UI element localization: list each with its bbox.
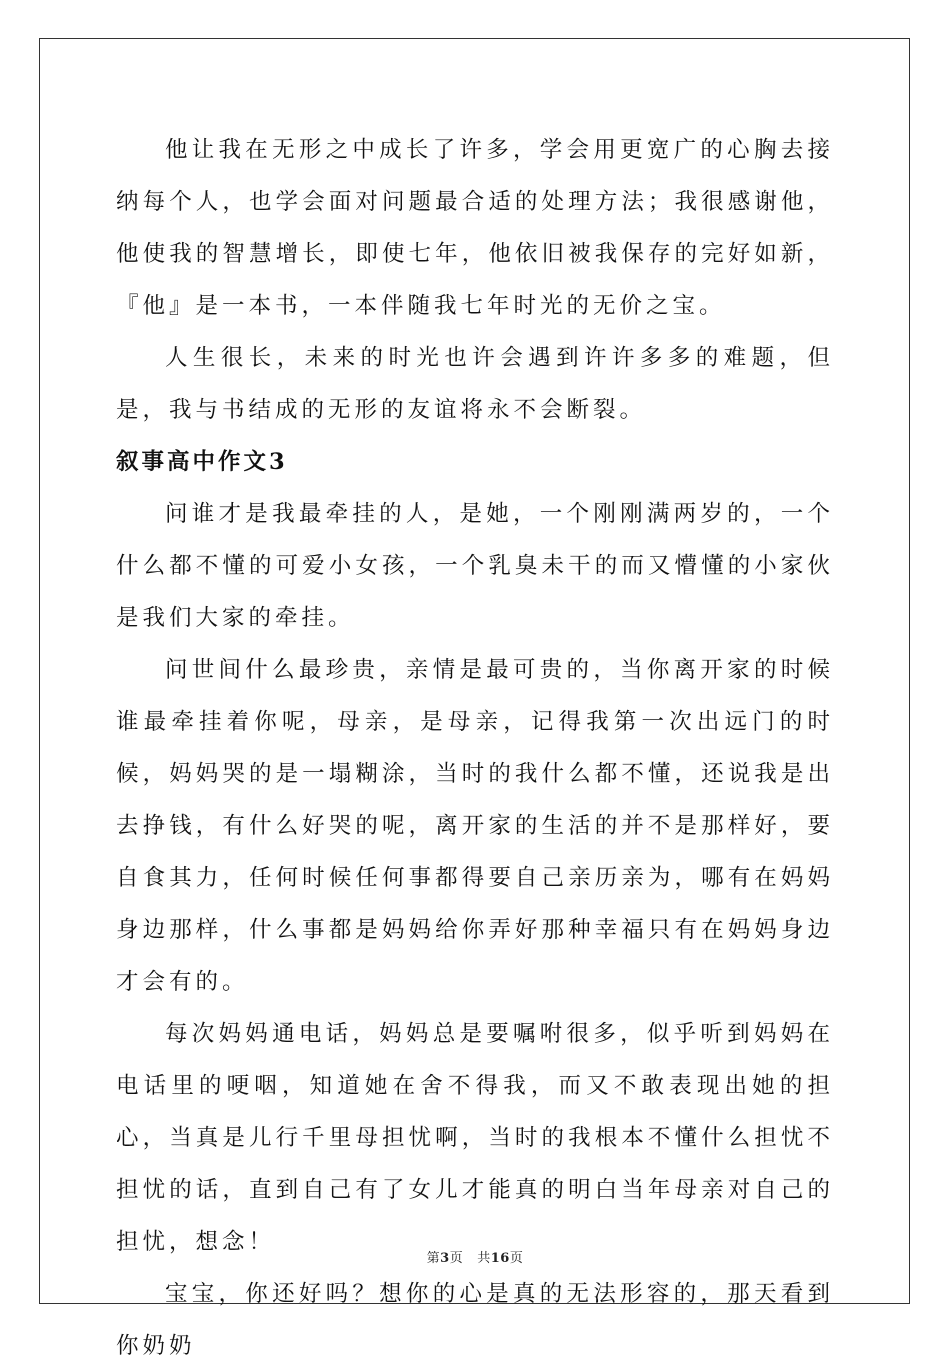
page-footer bbox=[0, 1247, 950, 1266]
paragraph-3: 问谁才是我最牵挂的人，是她，一个刚刚满两岁的，一个什么都不懂的可爱小女孩，一个乳臭未干的而又懵懂的小家伙是我们大家的牵挂。 bbox=[116, 501, 834, 631]
paragraph-2: 人生很长，未来的时光也许会遇到许许多多的难题，但是，我与书结成的无形的友谊将永不会断裂。 bbox=[116, 345, 834, 423]
document-body bbox=[116, 124, 834, 1372]
total-pages: 16 bbox=[490, 1251, 510, 1266]
paragraph-1: 他让我在无形之中成长了许多，学会用更宽广的心胸去接纳每个人，也学会面对问题最合适的处理方法；我很感谢他，他使我的智慧增长，即使七年，他依旧被我保存的完好如新，『他』是一本书，一本伴随我七年时光的无价之宝。 bbox=[116, 137, 834, 319]
total-prefix: 共 bbox=[477, 1251, 491, 1266]
total-suffix: 页 bbox=[509, 1251, 524, 1266]
page-suffix: 页 bbox=[449, 1251, 464, 1266]
paragraph-5: 每次妈妈通电话，妈妈总是要嘱咐很多，似乎听到妈妈在电话里的哽咽，知道她在舍不得我，而又不敢表现出她的担心，当真是儿行千里母担忧啊，当时的我根本不懂什么担忧不担忧的话，直到自己有了女儿才能真的明白当年母亲对自己的担忧，想念！ bbox=[116, 1021, 834, 1255]
paragraph-4: 问世间什么最珍贵，亲情是最可贵的，当你离开家的时候谁最牵挂着你呢，母亲，是母亲，记得我第一次出远门的时候，妈妈哭的是一塌糊涂，当时的我什么都不懂，还说我是出去挣钱，有什么好哭的呢，离开家的生活的并不是那样好，要自食其力，任何时候任何事都得要自己亲历亲为，哪有在妈妈身边那样，什么事都是妈妈给你弄好那种幸福只有在妈妈身边才会有的。 bbox=[116, 657, 834, 995]
paragraph-6: 宝宝，你还好吗？想你的心是真的无法形容的，那天看到你奶奶 bbox=[116, 1281, 834, 1359]
page-number: 3 bbox=[440, 1251, 450, 1266]
section-heading: 叙事高中作文3 bbox=[116, 449, 288, 475]
page-prefix: 第 bbox=[426, 1251, 441, 1266]
